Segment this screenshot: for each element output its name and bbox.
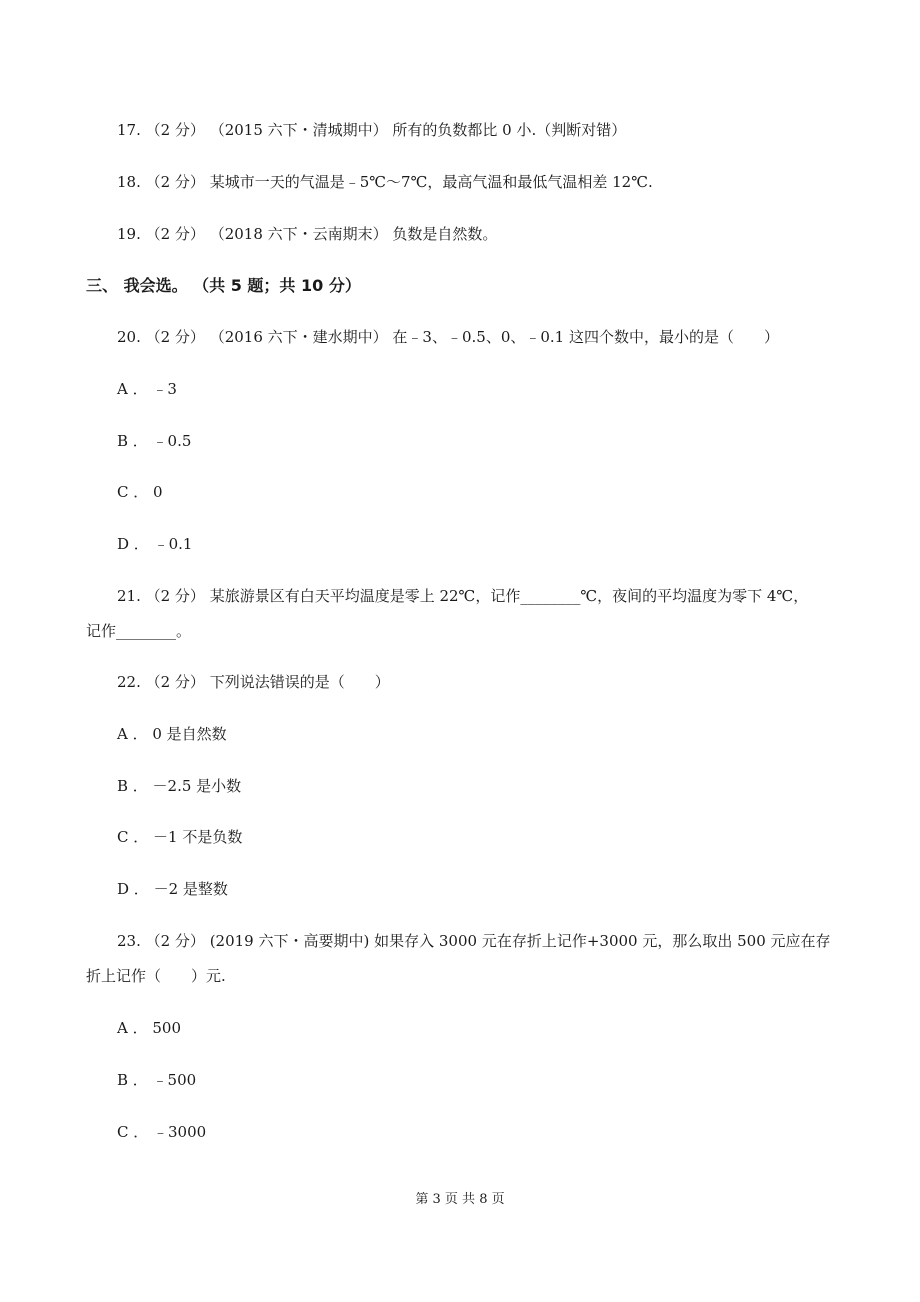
question-17: 17. （2 分） （2015 六下・清城期中） 所有的负数都比 0 小.（判断对错） (117, 121, 627, 139)
question-22-option-d: D ． －2 是整数 (117, 880, 228, 898)
question-22-option-a: A ． 0 是自然数 (117, 725, 227, 743)
question-23-line-1: 23. （2 分） (2019 六下・高要期中) 如果存入 3000 元在存折上记作+3000 元，那么取出 500 元应在存 (117, 932, 831, 950)
question-23-option-b: B ． ﹣500 (117, 1071, 197, 1089)
question-21-line-2: 记作________。 (86, 622, 192, 640)
question-22: 22. （2 分） 下列说法错误的是（ ） (117, 673, 390, 691)
question-22-option-b: B ． －2.5 是小数 (117, 777, 242, 795)
question-23-option-a: A ． 500 (117, 1019, 181, 1037)
question-20: 20. （2 分） （2016 六下・建水期中） 在﹣3、﹣0.5、0、﹣0.1 这四个数中，最小的是（ ） (117, 328, 779, 346)
question-20-option-b: B ． ﹣0.5 (117, 432, 192, 450)
question-23-line-2: 折上记作（ ）元. (86, 967, 226, 985)
question-20-option-a: A ． ﹣3 (117, 380, 177, 398)
question-23-option-c: C ． ﹣3000 (117, 1123, 207, 1141)
question-22-option-c: C ． －1 不是负数 (117, 828, 243, 846)
section-title: 三、 我会选。 （共 5 题；共 10 分） (86, 276, 361, 295)
page-footer: 第 3 页 共 8 页 (415, 1192, 505, 1207)
question-20-option-d: D ． ﹣0.1 (117, 535, 193, 553)
question-20-option-c: C ． 0 (117, 483, 163, 501)
question-18: 18. （2 分） 某城市一天的气温是﹣5℃～7℃，最高气温和最低气温相差 12℃. (117, 173, 653, 191)
question-19: 19. （2 分） （2018 六下・云南期末） 负数是自然数。 (117, 225, 498, 243)
question-21-line-1: 21. （2 分） 某旅游景区有白天平均温度是零上 22℃，记作________℃，夜间的平均温度为零下 4℃， (117, 587, 809, 605)
